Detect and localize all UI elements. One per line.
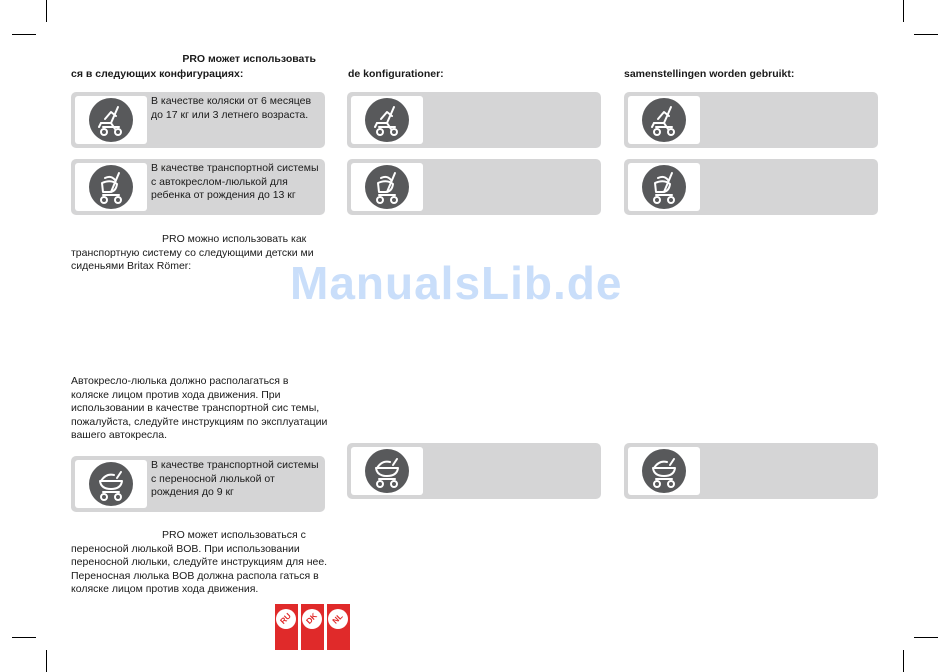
stroller-seat-icon xyxy=(89,98,133,142)
crop-mark xyxy=(46,650,47,672)
language-tab-label: DK xyxy=(298,605,326,633)
nl-config-box-stroller xyxy=(624,92,878,148)
ru-paragraph-carrycot: PRO может использоваться с переносной люлькой BOB. При использовании переносной люльки, следуйте инструкциям для нее. Переносная люлька BOB должна распола гаться в коляске лицом против хода движения. xyxy=(71,529,328,596)
crop-mark xyxy=(12,637,36,638)
stroller-carrycot-icon xyxy=(365,449,409,493)
crop-mark xyxy=(46,0,47,22)
dk-config-box-carrycot xyxy=(347,443,601,499)
dk-config-box-stroller xyxy=(347,92,601,148)
ru-config-text-carrycot: В качестве транспортной системы с переносной люлькой от рождения до 9 кг xyxy=(151,459,319,498)
crop-mark xyxy=(903,650,904,672)
language-tab-label: NL xyxy=(324,605,352,633)
stroller-car-seat-icon xyxy=(642,165,686,209)
ru-heading-line1: PRO может использовать xyxy=(182,53,316,65)
stroller-seat-icon xyxy=(365,98,409,142)
dk-heading: de konfigurationer: xyxy=(348,68,444,80)
stroller-seat-icon xyxy=(642,98,686,142)
language-tab-dk[interactable] xyxy=(301,604,324,650)
watermark: ManualsLib.de xyxy=(290,257,623,309)
nl-heading: samenstellingen worden gebruikt: xyxy=(624,68,795,80)
stroller-carrycot-icon xyxy=(642,449,686,493)
language-tab-ru[interactable] xyxy=(275,604,298,650)
language-tab-label: RU xyxy=(272,605,300,633)
ru-config-box-car-seat xyxy=(71,159,325,215)
ru-config-box-stroller xyxy=(71,92,325,148)
crop-mark xyxy=(914,34,938,35)
ru-paragraph-travel-system: PRO можно использовать как транспортную систему со следующими детски ми сиденьями Britax Römer: xyxy=(71,233,314,273)
ru-config-text-stroller: В качестве коляски от 6 месяцев до 17 кг или 3 летнего возраста. xyxy=(151,95,312,121)
nl-config-box-carrycot xyxy=(624,443,878,499)
ru-config-box-carrycot xyxy=(71,456,325,512)
ru-paragraph-car-seat-note: Автокресло-люлька должно располагаться в коляске лицом против хода движения. При использовании в качестве транспортной сис темы, пожалуйста, следуйте инструкциям по эксплуатации вашего автокресла. xyxy=(71,375,328,442)
dk-config-box-car-seat xyxy=(347,159,601,215)
ru-heading-line2: ся в следующих конфигурациях: xyxy=(71,68,244,80)
stroller-car-seat-icon xyxy=(89,165,133,209)
stroller-car-seat-icon xyxy=(365,165,409,209)
ru-config-text-car-seat: В качестве транспортной системы с автокреслом-люлькой для ребенка от рождения до 13 кг xyxy=(151,162,319,201)
crop-mark xyxy=(903,0,904,22)
stroller-carrycot-icon xyxy=(89,462,133,506)
crop-mark xyxy=(12,34,36,35)
crop-mark xyxy=(914,637,938,638)
language-tab-nl[interactable] xyxy=(327,604,350,650)
nl-config-box-car-seat xyxy=(624,159,878,215)
